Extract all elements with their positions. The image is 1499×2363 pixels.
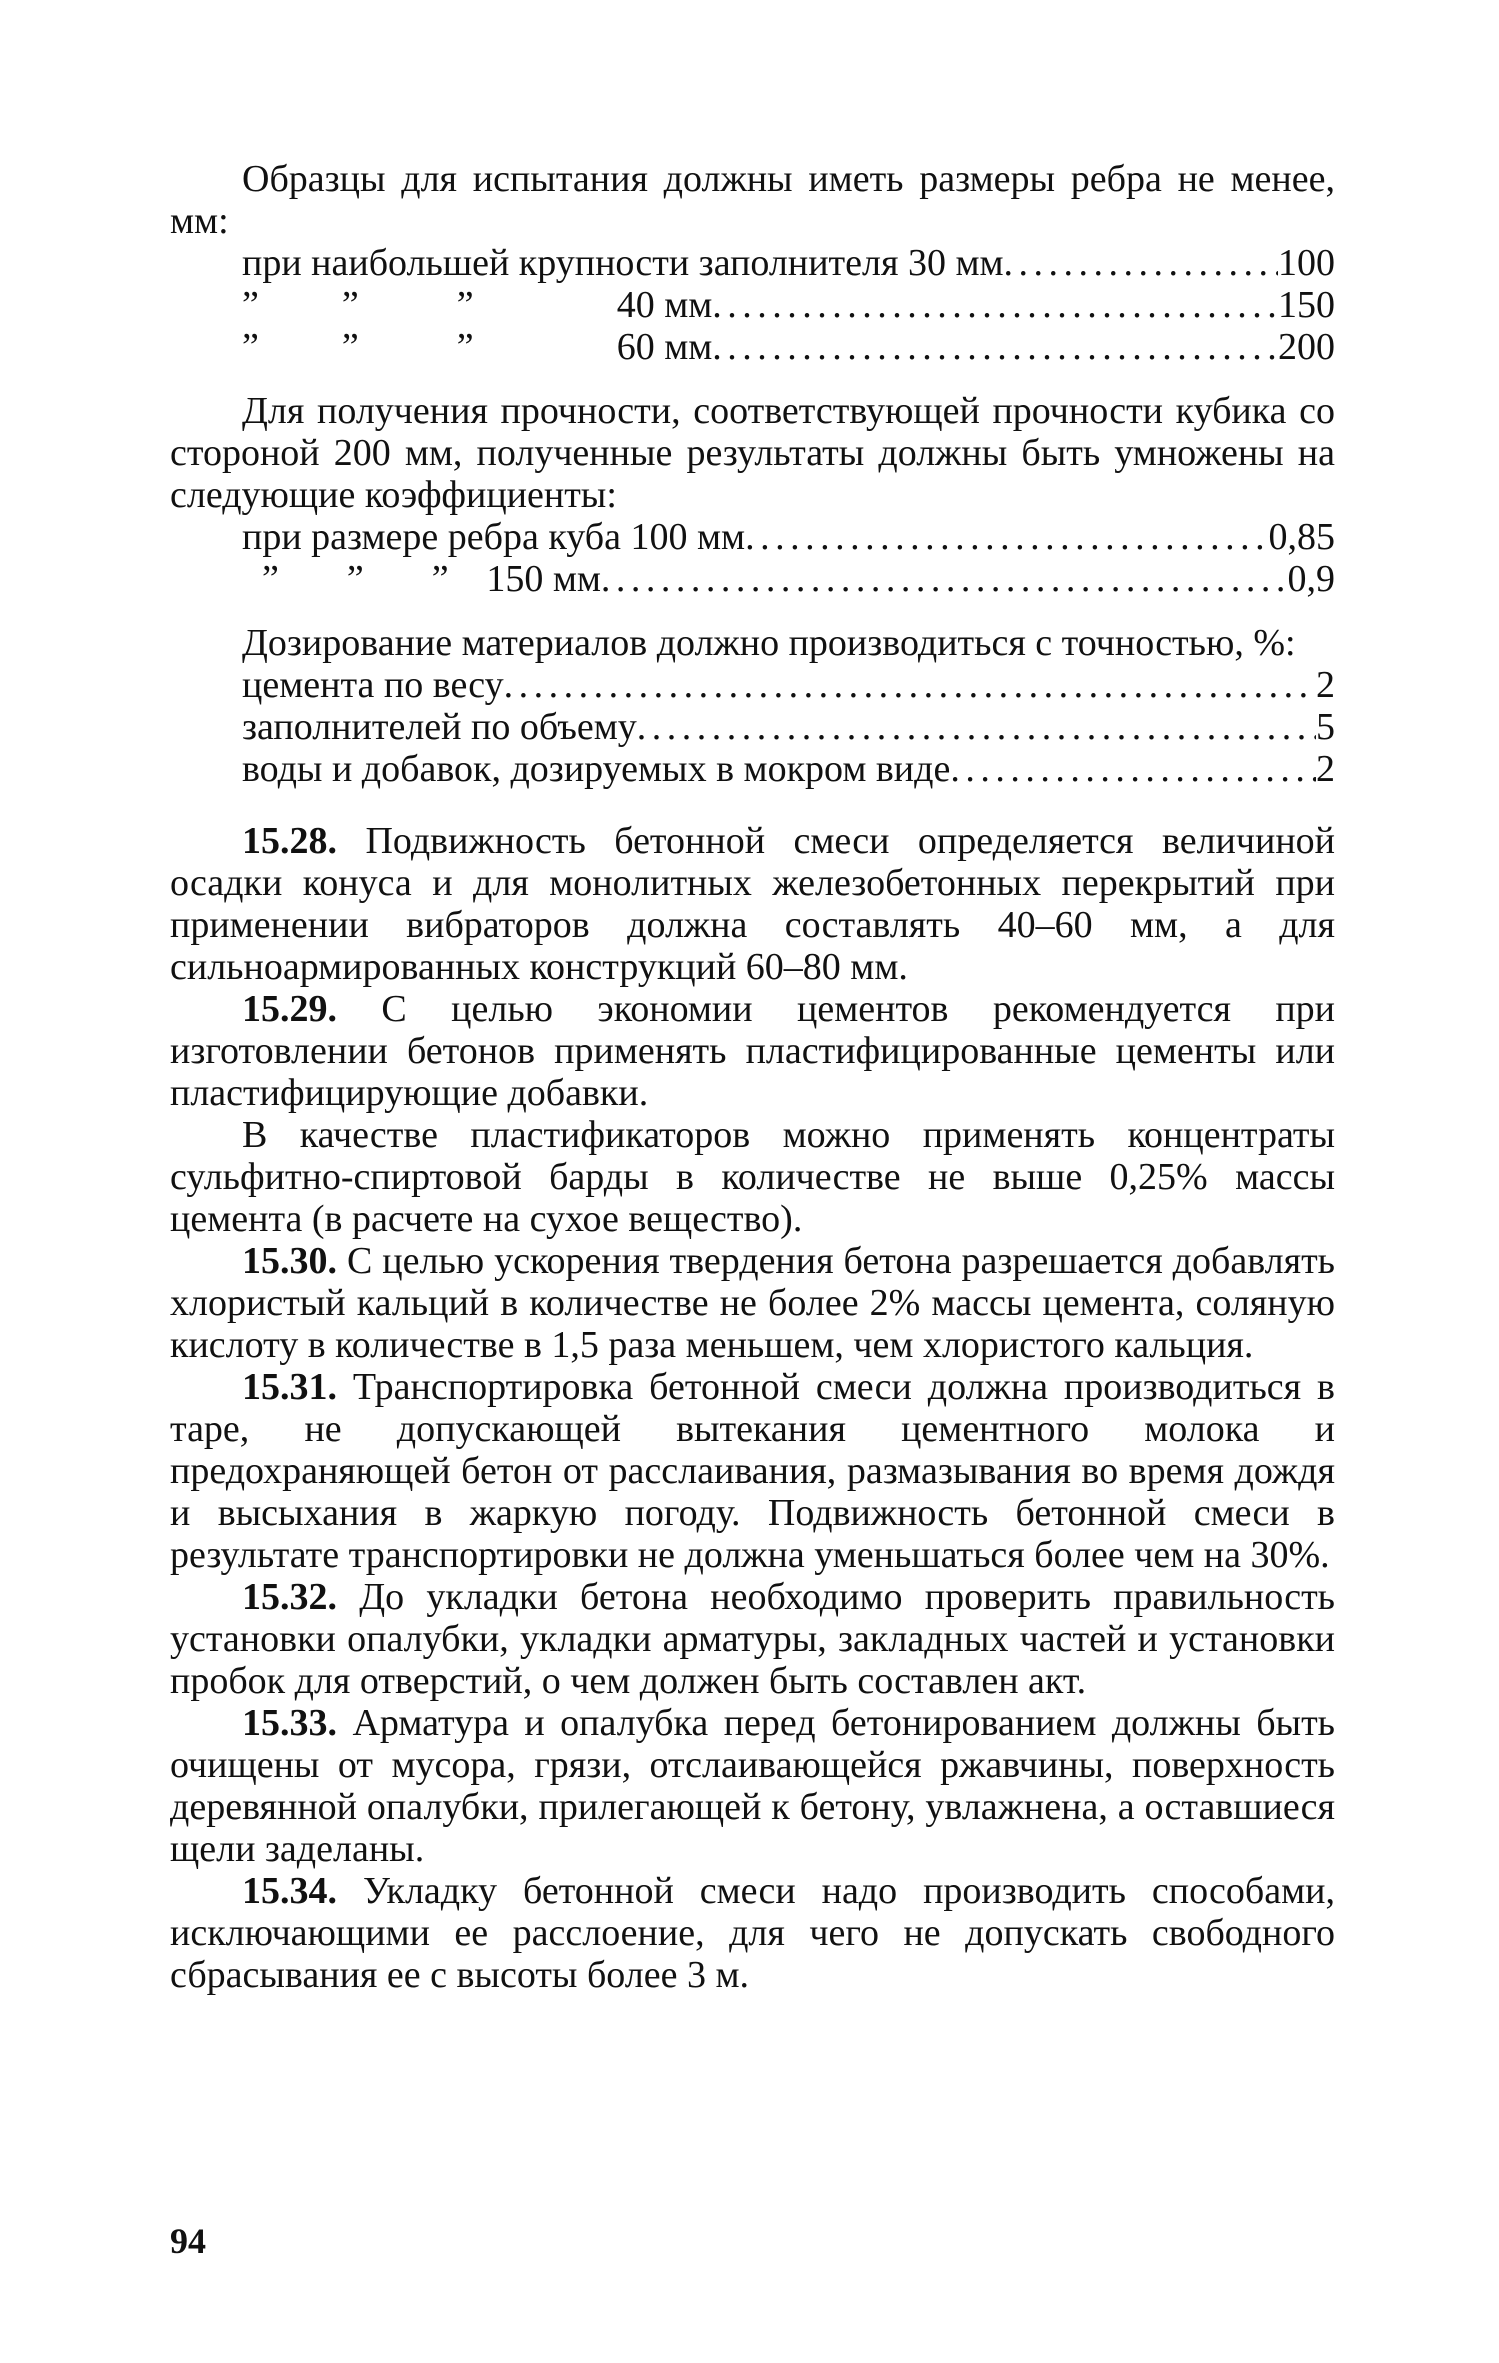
sample-size-row <box>242 284 1335 326</box>
dosing-row <box>242 706 1335 748</box>
section-text: Укладку бетонной смеси надо производить способами, исключающими ее расслоение, для чего не допускать свободного сбрасывания ее с высоты более 3 м. <box>170 1870 1335 1996</box>
section-15-30 <box>170 1240 1335 1366</box>
dosing-list <box>242 664 1335 790</box>
sample-size-row <box>242 242 1335 284</box>
ditto-mark: ” <box>346 558 364 600</box>
section-text: В качестве пластификаторов можно применять концентраты сульфитно-спиртовой барды в количестве не выше 0,25% массы цемента (в расчете на сухое вещество). <box>170 1114 1335 1240</box>
row-label: 60 мм <box>616 326 713 368</box>
section-15-28 <box>170 820 1335 988</box>
coefficient-block <box>170 390 1335 600</box>
dot-leader <box>712 326 1278 368</box>
ditto-mark: ” <box>242 284 259 326</box>
section-number: 15.33. <box>242 1702 337 1744</box>
section-number: 15.34. <box>242 1870 337 1912</box>
row-label: заполнителей по объему <box>242 706 637 748</box>
section-text: С целью ускорения твердения бетона разрешается добавлять хлористый кальций в количестве не более 2% массы цемента, соляную кислоту в количестве в 1,5 раза меньшем, чем хлористого кальция. <box>170 1240 1336 1366</box>
dot-leader <box>745 516 1268 558</box>
page-body <box>170 158 1335 1996</box>
ditto-mark: ” <box>456 326 474 368</box>
page-number: 94 <box>170 2221 206 2261</box>
section-15-32 <box>170 1576 1335 1702</box>
row-label: воды и добавок, дозируемых в мокром виде <box>242 748 951 790</box>
section-15-34 <box>170 1870 1335 1996</box>
dosing-intro: Дозирование материалов должно производиться с точностью, %: <box>242 622 1296 664</box>
coefficient-intro: Для получения прочности, соответствующей прочности кубика со стороной 200 мм, полученные результаты должны быть умножены на следующие коэффициенты: <box>170 390 1335 516</box>
ditto-mark: ” <box>431 558 449 600</box>
section-15-29 <box>170 988 1335 1114</box>
row-label: цемента по весу <box>242 664 504 706</box>
plasticizer-paragraph <box>170 1114 1335 1240</box>
coefficient-row <box>242 516 1335 558</box>
section-number: 15.32. <box>242 1576 337 1618</box>
dot-leader <box>637 706 1316 748</box>
section-text: До укладки бетона необходимо проверить правильность установки опалубки, укладки арматуры, закладных частей и установки пробок для отверстий, о чем должен быть составлен акт. <box>170 1576 1336 1702</box>
section-text: Арматура и опалубка перед бетонированием должны быть очищены от мусора, грязи, отслаивающейся ржавчины, поверхность деревянной опалубки, прилегающей к бетону, увлажнена, а оставшиеся щели заделаны. <box>170 1702 1336 1870</box>
section-number: 15.28. <box>242 820 337 862</box>
row-value: 0,9 <box>1287 558 1335 600</box>
ditto-mark: ” <box>341 326 359 368</box>
row-label: при размере ребра куба 100 мм <box>242 516 746 558</box>
section-text: С целью экономии цементов рекомендуется при изготовлении бетонов применять пластифицированные цементы или пластифицирующие добавки. <box>170 988 1335 1114</box>
ditto-mark: ” <box>341 284 359 326</box>
dot-leader <box>601 558 1288 600</box>
section-15-33 <box>170 1702 1335 1870</box>
row-value: 150 <box>1278 284 1335 326</box>
sample-size-row <box>242 326 1335 368</box>
coefficient-row <box>242 558 1335 600</box>
dosing-row <box>242 748 1335 790</box>
dot-leader <box>950 748 1316 790</box>
row-value: 2 <box>1316 748 1335 790</box>
section-number: 15.29. <box>242 988 337 1030</box>
dosing-block <box>170 622 1335 790</box>
dot-leader <box>504 664 1316 706</box>
coefficient-list <box>242 516 1335 600</box>
dot-leader <box>1004 242 1278 284</box>
dot-leader <box>712 284 1278 326</box>
row-label: 40 мм <box>616 284 713 326</box>
row-label: 150 мм <box>486 558 601 600</box>
row-value: 2 <box>1316 664 1335 706</box>
ditto-mark: ” <box>262 558 279 600</box>
row-value: 0,85 <box>1268 516 1335 558</box>
sample-size-intro: Образцы для испытания должны иметь размеры ребра не менее, мм: <box>170 158 1335 242</box>
section-number: 15.31. <box>242 1366 337 1408</box>
section-number: 15.30. <box>242 1240 337 1282</box>
dosing-row <box>242 664 1335 706</box>
row-value: 200 <box>1278 326 1335 368</box>
ditto-mark: ” <box>242 326 259 368</box>
section-15-31 <box>170 1366 1335 1576</box>
section-text: Подвижность бетонной смеси определяется величиной осадки конуса и для монолитных железобетонных перекрытий при применении вибраторов должна составлять 40–60 мм, а для сильноармированных конструкций 60–80 мм. <box>170 820 1335 988</box>
row-value: 100 <box>1278 242 1335 284</box>
section-text: Транспортировка бетонной смеси должна производиться в таре, не допускающей вытекания цементного молока и предохраняющей бетон от расслаивания, размазывания во время дождя и высыхания в жаркую погоду. Подвижность бетонной смеси в результате транспортировки не должна уменьшаться более чем на 30%. <box>170 1366 1335 1576</box>
sample-size-block <box>170 158 1335 368</box>
row-value: 5 <box>1316 706 1335 748</box>
ditto-mark: ” <box>456 284 474 326</box>
sample-size-list <box>242 242 1335 368</box>
row-label: при наибольшей крупности заполнителя 30 мм <box>242 242 1004 284</box>
